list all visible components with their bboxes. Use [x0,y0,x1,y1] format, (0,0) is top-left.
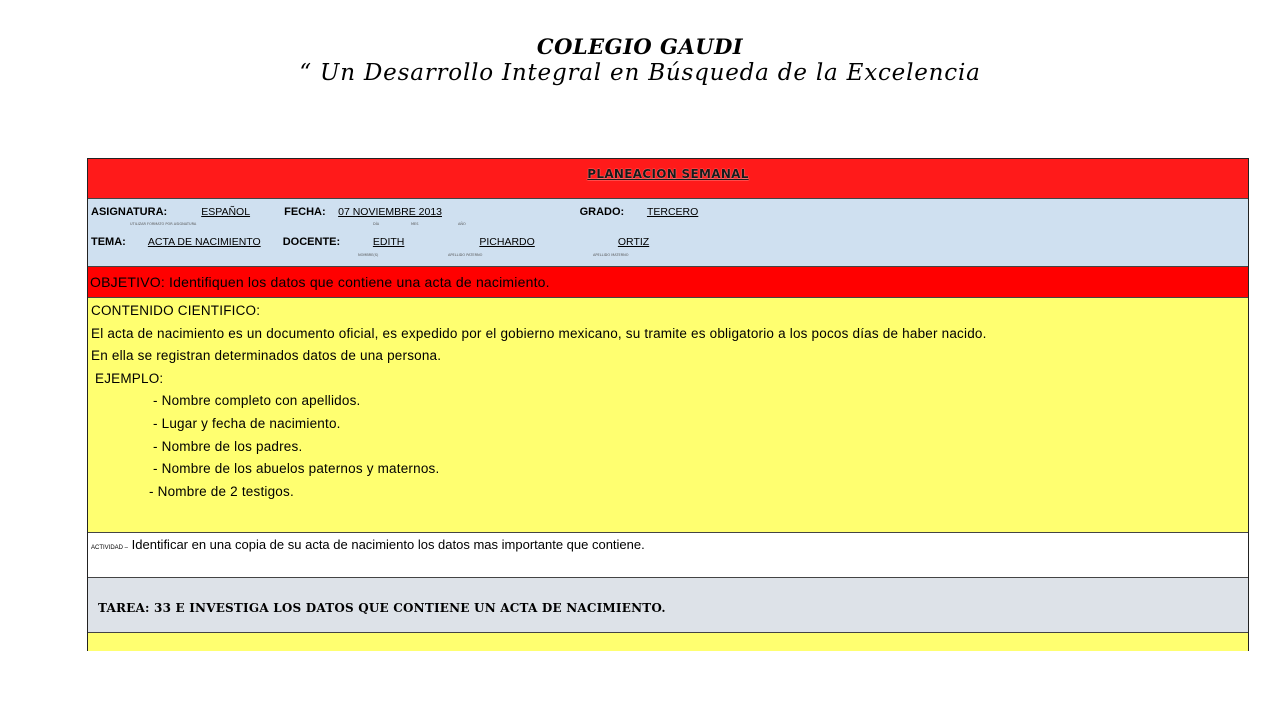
info-row [88,199,1248,267]
ejemplo-item: - Nombre de los abuelos paternos y maternos. [153,461,440,477]
planeacion-title: PLANEACION SEMANAL [587,167,749,181]
objetivo-row [88,267,1248,298]
objetivo-text: OBJETIVO: Identifiquen los datos que contiene una acta de nacimiento. [90,274,550,290]
school-motto: “ Un Desarrollo Integral en Búsqueda de la Excelencia [299,60,981,86]
tarea-text: TAREA: 33 E INVESTIGA LOS DATOS QUE CONTIENE UN ACTA DE NACIMIENTO. [98,601,666,615]
docente-nombre: EDITH [372,236,405,248]
ejemplo-item: - Lugar y fecha de nacimiento. [153,415,341,431]
asignatura-value: ESPAÑOL [201,206,251,218]
grado-label: GRADO: [579,206,625,218]
ejemplo-item: - Nombre de 2 testigos. [149,483,294,499]
actividad-label: ACTIVIDAD – [91,545,129,551]
grado-value: TERCERO [646,206,699,218]
contenido-paragraph-2: En ella se registran determinados datos de una persona. [91,348,442,364]
school-name: COLEGIO GAUDI [536,34,744,59]
tarea-row [88,578,1248,633]
fecha-value: 07 NOVIEMBRE 2013 [338,206,442,218]
hint-formato: UTILIZAR FORMATO POR ASIGNATURA [130,222,197,226]
tema-value: ACTA DE NACIMIENTO [147,236,261,248]
asignatura-label: ASIGNATURA: [91,206,168,218]
hint-nombre: NOMBRE(S) [358,253,379,257]
fecha-label: FECHA: [284,206,326,218]
info-line-asignatura [91,202,717,220]
hint-materno: APELLIDO MATERNO [593,253,629,257]
bottom-row [88,633,1248,651]
docente-paterno: PICHARDO [479,236,535,248]
actividad-text: Identificar en una copia de su acta de nacimiento los datos mas importante que contiene. [131,537,645,552]
hint-ano: AÑO [458,222,466,226]
tema-label: TEMA: [91,236,126,248]
hint-dia: DÍA [373,222,380,226]
contenido-title: CONTENIDO CIENTIFICO: [91,303,261,318]
contenido-row [88,298,1248,533]
planeacion-table [87,158,1249,651]
actividad-row [88,533,1248,578]
ejemplo-item: - Nombre de los padres. [153,438,303,454]
docente-materno: ORTIZ [617,236,650,248]
docente-label: DOCENTE: [282,236,341,248]
ejemplo-label: EJEMPLO: [95,370,164,386]
ejemplo-item: - Nombre completo con apellidos. [153,393,361,409]
hint-paterno: APELLIDO PATERNO [448,253,483,257]
hint-mes: MES [411,222,419,226]
planeacion-title-row [88,159,1248,199]
info-line-tema [91,232,686,250]
contenido-paragraph-1: El acta de nacimiento es un documento oficial, es expedido por el gobierno mexicano, su tramite es obligatorio a los pocos días de haber nacido. [91,325,987,341]
